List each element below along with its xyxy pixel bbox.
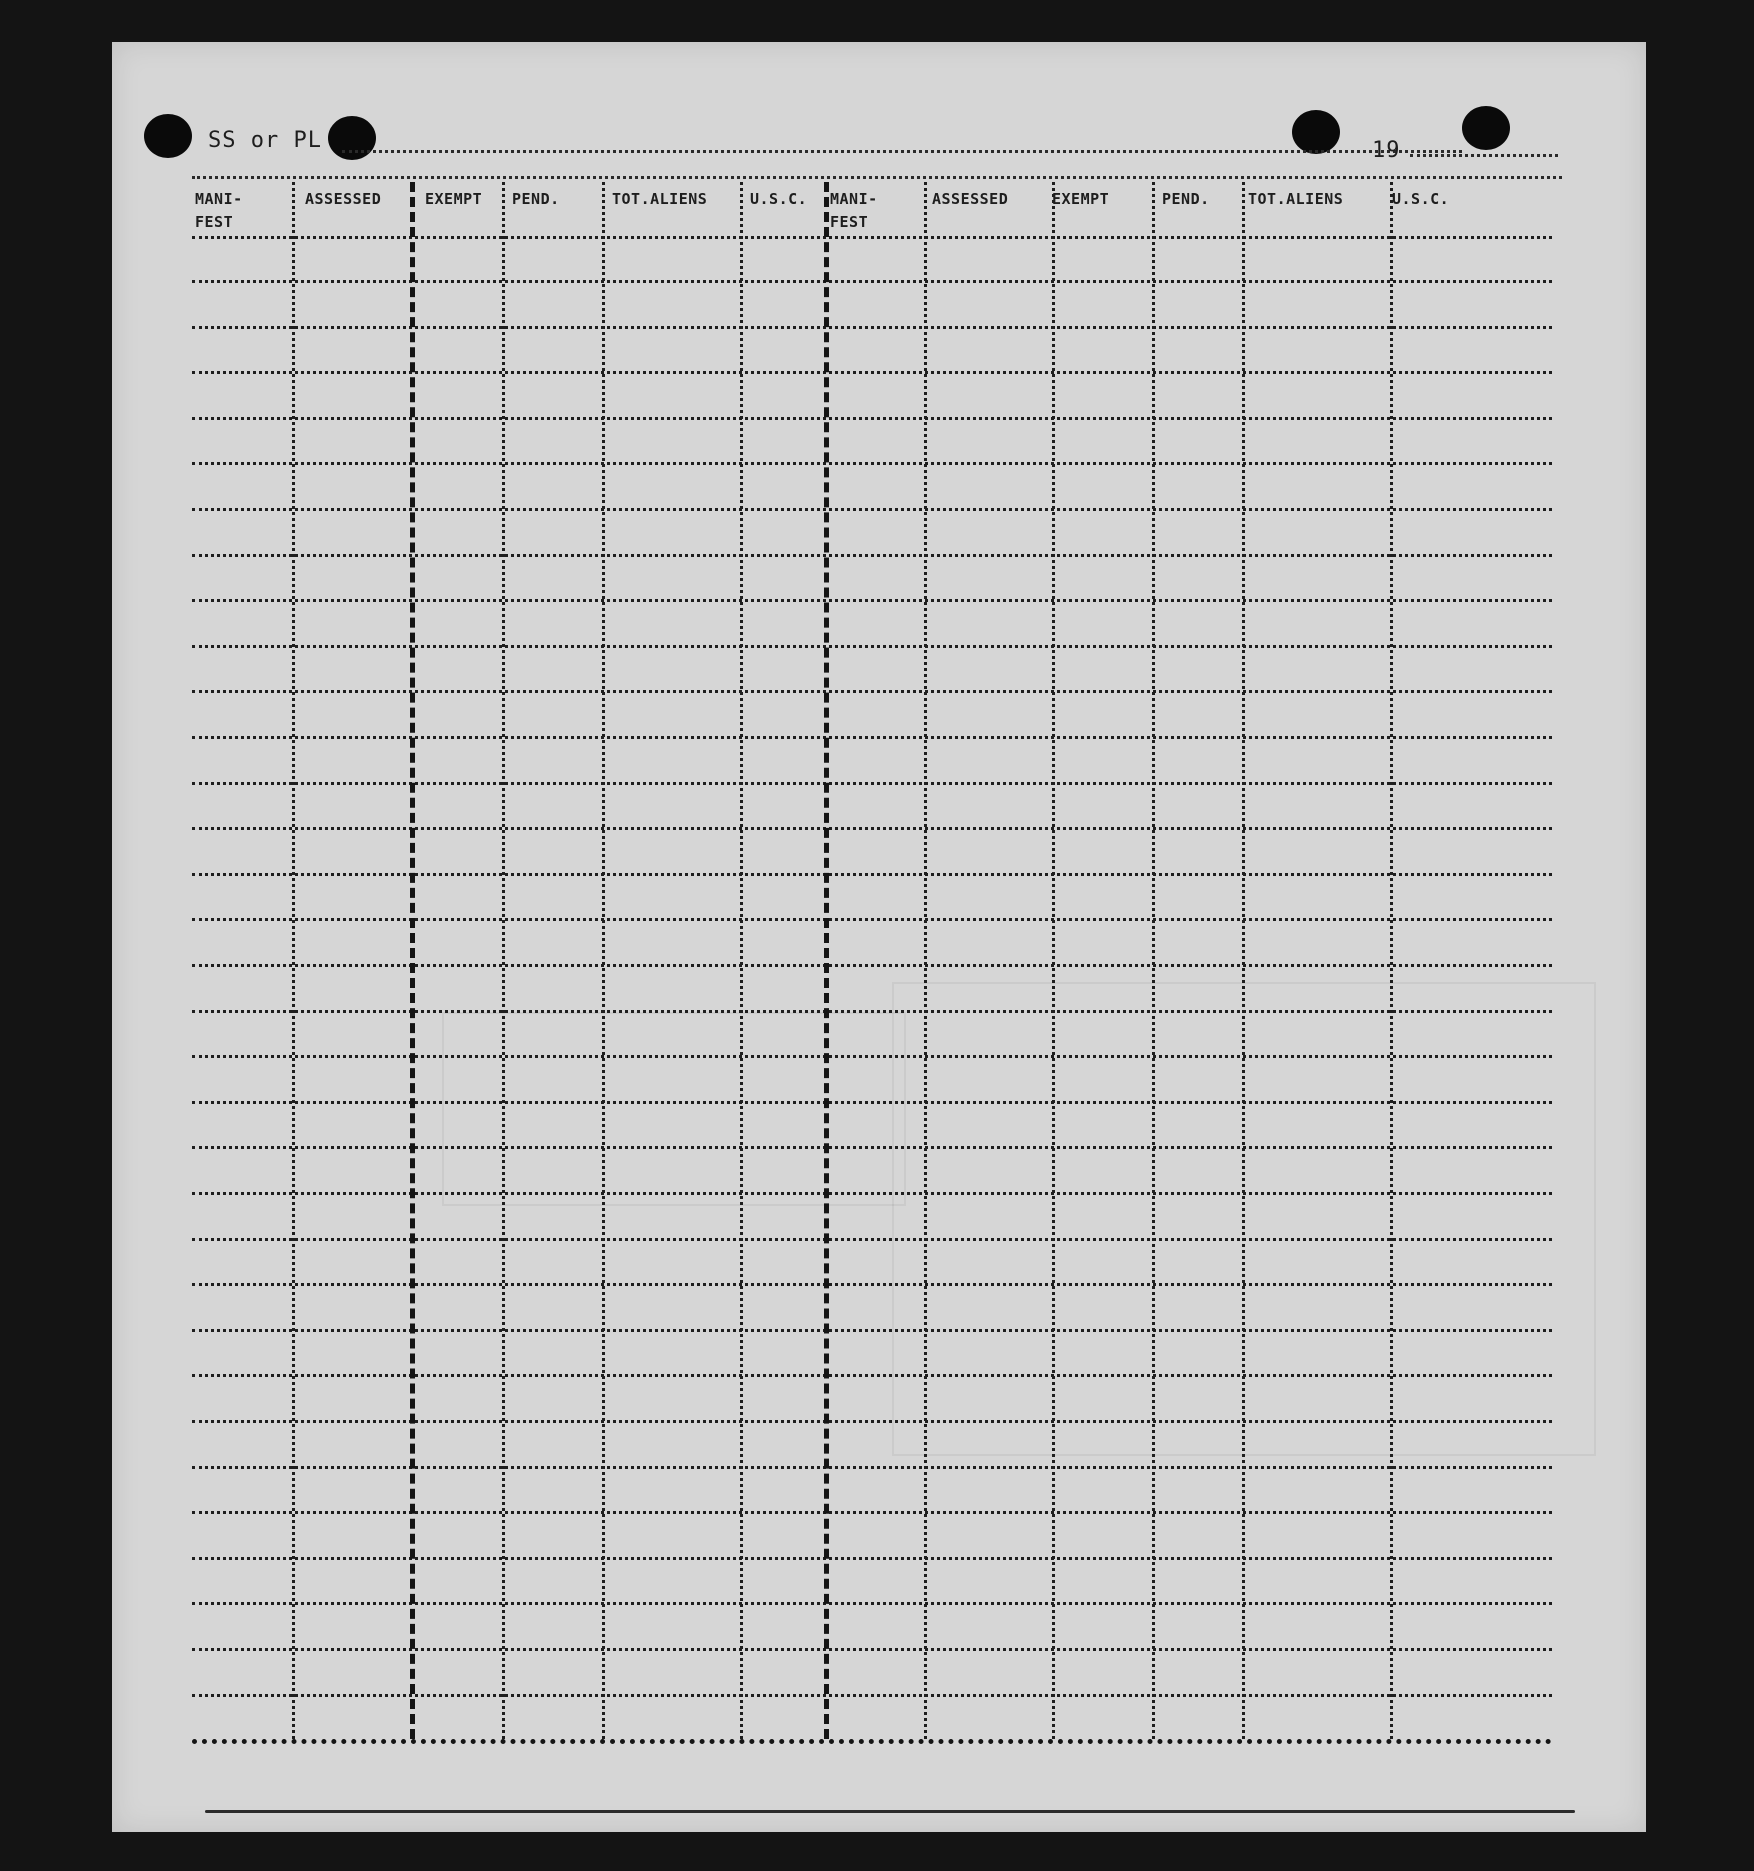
- row-rule: [192, 964, 1552, 967]
- column-divider: [602, 182, 605, 1739]
- punch-hole: [144, 114, 192, 158]
- row-rule: [192, 462, 1552, 465]
- row-rule: [192, 1420, 1552, 1423]
- row-rule: [192, 508, 1552, 511]
- column-divider: [924, 182, 927, 1739]
- column-header-exempt: EXEMPT: [425, 190, 483, 208]
- year-fill-line: [1410, 154, 1558, 157]
- row-rule: [192, 645, 1552, 648]
- column-divider: [1052, 182, 1055, 1739]
- punch-hole: [1292, 110, 1340, 154]
- column-header-assessed-2: ASSESSED: [932, 190, 1009, 208]
- column-divider: [502, 182, 505, 1739]
- row-rule: [192, 1466, 1552, 1469]
- row-rule: [192, 326, 1552, 329]
- column-header-total-aliens-2: TOT.ALIENS: [1248, 190, 1344, 208]
- column-divider: [1152, 182, 1155, 1739]
- column-header-total-aliens: TOT.ALIENS: [612, 190, 708, 208]
- column-divider: [1390, 182, 1393, 1739]
- row-rule: [192, 1283, 1552, 1286]
- column-divider: [410, 182, 415, 1739]
- column-divider: [1242, 182, 1245, 1739]
- row-rule: [192, 1511, 1552, 1514]
- column-header-manifest: MANI- FEST: [195, 190, 243, 231]
- column-divider: [292, 182, 295, 1739]
- column-header-usc: U.S.C.: [750, 190, 808, 208]
- column-header-manifest-2: MANI- FEST: [830, 190, 878, 231]
- row-rule: [192, 1146, 1552, 1149]
- row-rule: [192, 1238, 1552, 1241]
- row-rule: [192, 1557, 1552, 1560]
- row-rule: [192, 1055, 1552, 1058]
- row-rule: [192, 918, 1552, 921]
- year-label: 19: [1372, 138, 1401, 163]
- column-header-usc-2: U.S.C.: [1392, 190, 1450, 208]
- row-rule: [192, 1329, 1552, 1332]
- punch-hole: [1462, 106, 1510, 150]
- vessel-fill-line: [342, 150, 1462, 153]
- row-rule: [192, 1192, 1552, 1195]
- row-rule: [192, 599, 1552, 602]
- row-rule: [192, 417, 1552, 420]
- row-rule: [192, 1739, 1552, 1744]
- row-rule: [192, 827, 1552, 830]
- punch-hole: [328, 116, 376, 160]
- torn-bottom-edge: [205, 1810, 1575, 1813]
- row-rule: [192, 1374, 1552, 1377]
- row-rule: [192, 736, 1552, 739]
- row-rule: [192, 690, 1552, 693]
- column-header-pending: PEND.: [512, 190, 560, 208]
- row-rule: [192, 1010, 1552, 1013]
- ledger-grid: [192, 172, 1552, 1802]
- row-rule: [192, 1602, 1552, 1605]
- column-header-pending-2: PEND.: [1162, 190, 1210, 208]
- row-rule: [192, 280, 1552, 283]
- row-rule: [192, 371, 1552, 374]
- column-divider: [824, 182, 829, 1739]
- row-rule: [192, 873, 1552, 876]
- column-header-exempt-2: EXEMPT: [1052, 190, 1110, 208]
- column-divider: [740, 182, 743, 1739]
- vessel-label: SS or PL: [208, 128, 322, 153]
- row-rule: [192, 782, 1552, 785]
- column-header-assessed: ASSESSED: [305, 190, 382, 208]
- row-rule: [192, 1648, 1552, 1651]
- row-rule: [192, 1694, 1552, 1697]
- row-rule: [192, 554, 1552, 557]
- row-rule: [192, 1101, 1552, 1104]
- header-underline-rule: [192, 236, 1552, 239]
